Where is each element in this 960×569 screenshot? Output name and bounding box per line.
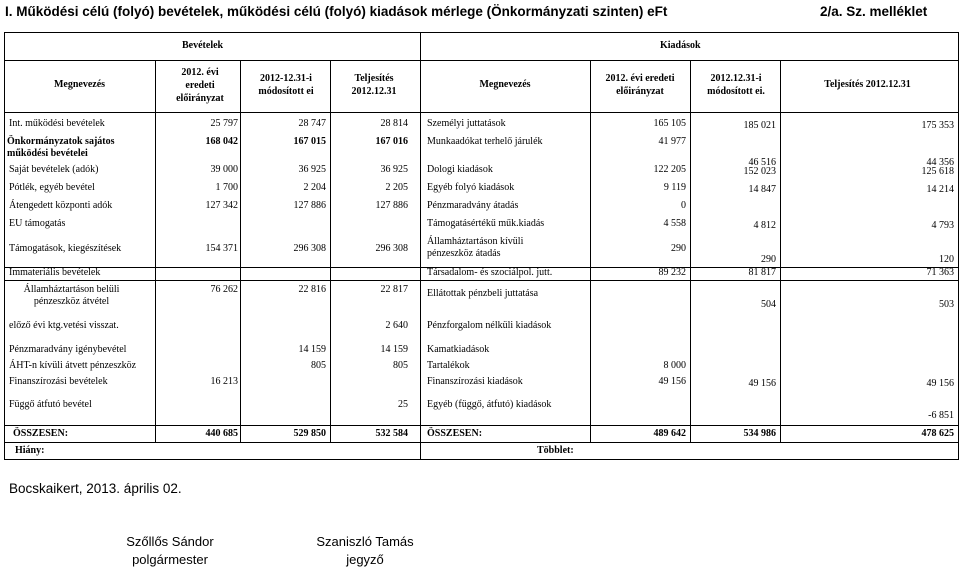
signer1-title: polgármester: [132, 552, 208, 567]
signer2-name: Szaniszló Tamás: [316, 534, 414, 549]
cell-inc-mod: 36 925: [298, 164, 326, 175]
cell-inc-mod: 296 308: [293, 243, 326, 254]
cell-inc-mod: 127 886: [293, 200, 326, 211]
surplus-label: Többlet:: [537, 445, 574, 456]
cell-inc-name: Támogatások, kiegészítések: [9, 243, 122, 254]
cell-inc-actual: 127 886: [375, 200, 408, 211]
cell-inc-actual: 36 925: [380, 164, 408, 175]
cell-inc-name: Finanszírozási bevételek: [9, 376, 108, 387]
cell-exp-actual: -6 851: [928, 410, 954, 421]
cell-inc-actual: 14 159: [380, 344, 408, 355]
cell-exp-name: Egyéb folyó kiadások: [427, 182, 515, 193]
cell-inc-name: Átengedett központi adók: [9, 200, 113, 211]
cell-inc-name: Függő átfutó bevétel: [9, 399, 92, 410]
exp-total-plan: 489 642: [653, 428, 686, 439]
cell-exp-mod: 504: [761, 299, 776, 310]
inc-actual-header: Teljesítés 2012.12.31: [351, 73, 397, 97]
cell-exp-actual: 14 214: [926, 184, 954, 195]
cell-exp-name: Pénzmaradvány átadás: [427, 200, 519, 211]
document-title: I. Működési célú (folyó) bevételek, működési célú (folyó) kiadások mérlege (Önkormányzati szinten) eFt: [5, 4, 668, 19]
cell-exp-mod: 46 516: [748, 157, 776, 168]
cell-exp-mod: 14 847: [748, 184, 776, 195]
cell-exp-plan: 41 977: [658, 136, 686, 147]
cell-inc-name: Önkormányzatok sajátos működési bevételei: [7, 136, 115, 159]
signature-notary: [290, 533, 440, 569]
cell-exp-mod: 152 023: [743, 166, 776, 177]
deficit-label: Hiány:: [15, 445, 45, 456]
cell-exp-name: Pénzforgalom nélküli kiadások: [427, 320, 552, 331]
cell-inc-mod: 2 204: [303, 182, 326, 193]
col-divider-center: [420, 32, 421, 460]
cell-inc-name: Pótlék, egyéb bevétel: [9, 182, 95, 193]
cell-exp-plan: 0: [681, 200, 686, 211]
cell-inc-name: ÁHT-n kívüli átvett pénzeszköz: [9, 360, 137, 371]
inc-total-label: ÖSSZESEN:: [13, 428, 69, 439]
cell-exp-name: Tartalékok: [427, 360, 470, 371]
cell-exp-name: Kamatkiadások: [427, 344, 490, 355]
cell-inc-mod: 28 747: [298, 118, 326, 129]
exp-total-label: ÖSSZESEN:: [427, 428, 483, 439]
exp-mod-header: 2012.12.31-i módosított ei.: [707, 73, 765, 97]
cell-exp-plan: 8 000: [663, 360, 686, 371]
cell-exp-actual: 71 363: [926, 267, 954, 278]
cell-exp-actual: 4 793: [931, 220, 954, 231]
cell-inc-name: Államháztartáson belüli pénzeszköz átvétel: [23, 284, 120, 307]
cell-exp-name: Államháztartáson kívüli pénzeszköz átadás: [427, 236, 524, 259]
cell-exp-name: Finanszírozási kiadások: [427, 376, 523, 387]
cell-exp-plan: 122 205: [653, 164, 686, 175]
signature-mayor: [95, 533, 245, 569]
cell-exp-name: Dologi kiadások: [427, 164, 493, 175]
cell-exp-actual: 120: [939, 254, 954, 265]
inc-name-header: Megnevezés: [53, 79, 106, 90]
inc-total-plan: 440 685: [205, 428, 238, 439]
cell-inc-actual: 2 640: [385, 320, 408, 331]
cell-exp-mod: 290: [761, 254, 776, 265]
exp-actual-header: Teljesítés 2012.12.31: [824, 79, 911, 90]
cell-inc-actual: 25: [398, 399, 408, 410]
cell-inc-name: Pénzmaradvány igénybevétel: [9, 344, 127, 355]
inc-plan-header: 2012. évi eredeti előirányzat: [176, 67, 224, 104]
inc-total-mod: 529 850: [293, 428, 326, 439]
cell-exp-mod: 185 021: [743, 120, 776, 131]
cell-inc-name: EU támogatás: [9, 218, 66, 229]
rule-totals-top: [4, 425, 959, 426]
cell-exp-actual: 49 156: [926, 378, 954, 389]
cell-exp-plan: 49 156: [658, 376, 686, 387]
cell-exp-mod: 4 812: [753, 220, 776, 231]
cell-inc-actual: 2 205: [385, 182, 408, 193]
expense-group-header: Kiadások: [660, 40, 701, 51]
cell-inc-plan: 39 000: [210, 164, 238, 175]
exp-total-mod: 534 986: [743, 428, 776, 439]
rule-column-header: [4, 112, 959, 113]
cell-exp-name: Ellátottak pénzbeli juttatása: [427, 288, 539, 299]
cell-inc-mod: 22 816: [298, 284, 326, 295]
cell-inc-actual: 805: [393, 360, 408, 371]
cell-exp-name: Egyéb (függő, átfutó) kiadások: [427, 399, 552, 410]
rule-group-header: [4, 60, 959, 61]
cell-inc-plan: 16 213: [210, 376, 238, 387]
exp-plan-header: 2012. évi eredeti előirányzat: [605, 73, 675, 97]
cell-exp-mod: 49 156: [748, 378, 776, 389]
rule-row-intragov: [4, 280, 959, 281]
cell-inc-actual: 22 817: [380, 284, 408, 295]
cell-exp-actual: 175 353: [921, 120, 954, 131]
cell-inc-plan: 154 371: [205, 243, 238, 254]
signer2-title: jegyző: [346, 552, 384, 567]
cell-exp-name: Támogatásértékű műk.kiadás: [427, 218, 545, 229]
cell-inc-plan: 25 797: [210, 118, 238, 129]
cell-exp-actual: 503: [939, 299, 954, 310]
cell-inc-name: Int. működési bevételek: [9, 118, 105, 129]
exp-name-header: Megnevezés: [479, 79, 531, 90]
cell-inc-mod: 167 015: [293, 136, 326, 147]
cell-exp-plan: 9 119: [663, 182, 686, 193]
inc-mod-header: 2012-12.31-i módosított ei: [258, 73, 314, 97]
cell-inc-mod: 14 159: [298, 344, 326, 355]
cell-inc-name: Saját bevételek (adók): [9, 164, 99, 175]
cell-inc-mod: 805: [311, 360, 326, 371]
cell-exp-name: Személyi juttatások: [427, 118, 506, 129]
cell-inc-plan: 127 342: [205, 200, 238, 211]
cell-inc-plan: 168 042: [205, 136, 238, 147]
place-date: Bocskaikert, 2013. április 02.: [9, 481, 182, 496]
cell-exp-plan: 89 232: [658, 267, 686, 278]
cell-exp-mod: 81 817: [748, 267, 776, 278]
cell-inc-actual: 296 308: [375, 243, 408, 254]
cell-exp-plan: 4 558: [663, 218, 686, 229]
cell-exp-plan: 165 105: [653, 118, 686, 129]
income-group-header: Bevételek: [182, 40, 224, 51]
cell-inc-name: előző évi ktg.vetési visszat.: [9, 320, 119, 331]
cell-inc-actual: 28 814: [380, 118, 408, 129]
signer1-name: Szőllős Sándor: [126, 534, 214, 549]
cell-inc-actual: 167 016: [375, 136, 408, 147]
cell-exp-name: Társadalom- és szociálpol. jutt.: [427, 267, 553, 278]
cell-exp-actual: 125 618: [921, 166, 954, 177]
cell-exp-plan: 290: [671, 243, 686, 254]
cell-inc-plan: 76 262: [210, 284, 238, 295]
cell-exp-actual: 44 356: [926, 157, 954, 168]
cell-inc-name: Immateriális bevételek: [9, 267, 101, 278]
annex-label: 2/a. Sz. melléklet: [820, 4, 928, 19]
cell-inc-plan: 1 700: [215, 182, 238, 193]
rule-totals-bottom: [4, 442, 959, 443]
inc-total-actual: 532 584: [375, 428, 408, 439]
exp-total-actual: 478 625: [921, 428, 954, 439]
cell-exp-name: Munkaadókat terhelő járulék: [427, 136, 543, 147]
